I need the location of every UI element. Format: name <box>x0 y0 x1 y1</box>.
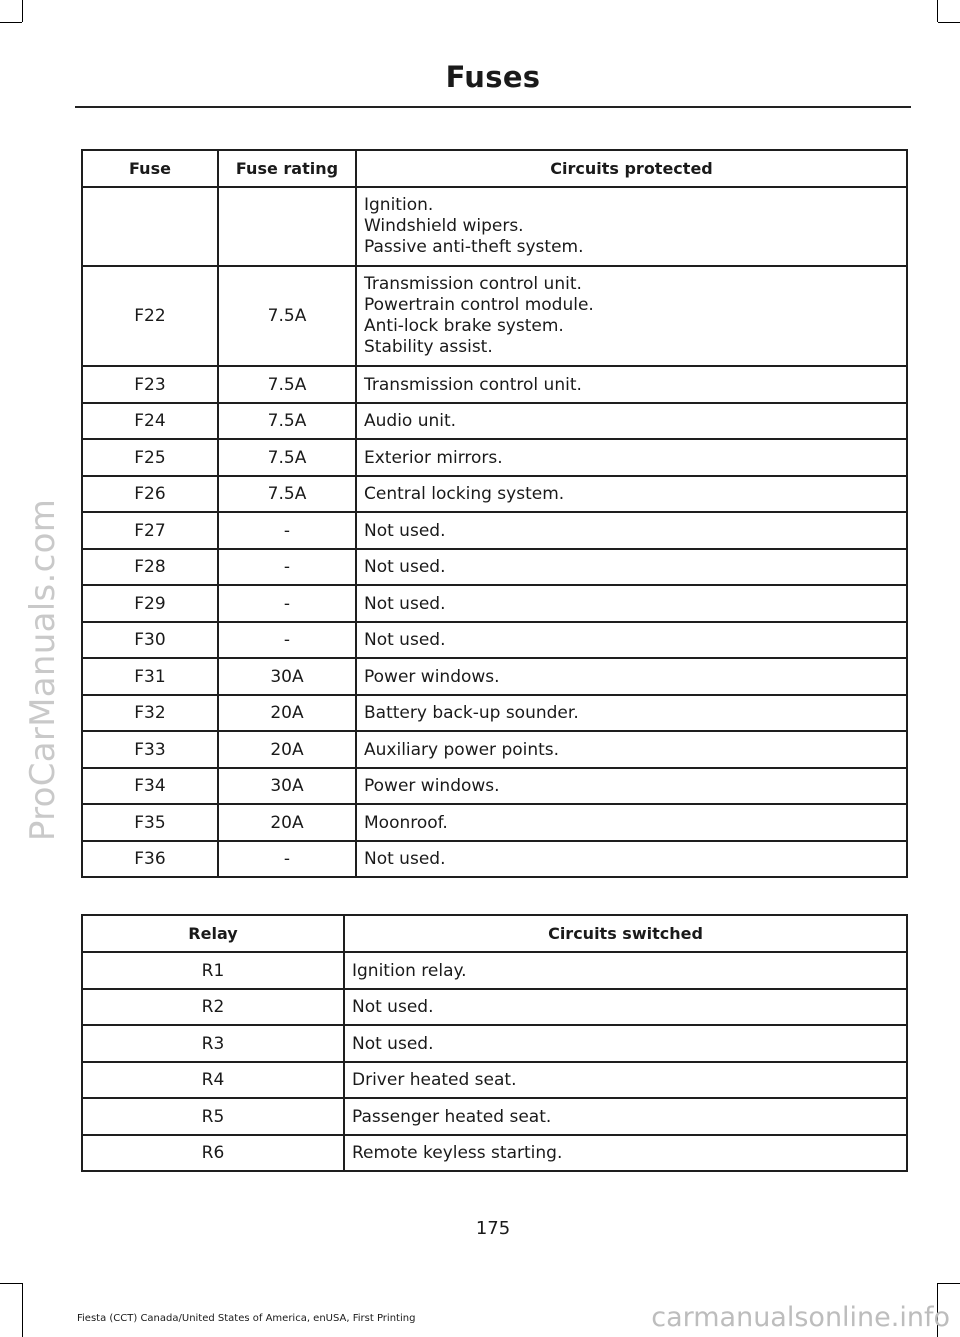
header-circuits-protected: Circuits protected <box>356 150 907 187</box>
table-row <box>82 804 907 841</box>
table-row <box>82 1025 907 1062</box>
table-row <box>82 841 907 877</box>
header-relay: Relay <box>82 915 344 952</box>
crop-mark-bottom-left-v <box>22 1283 23 1337</box>
fuse-cell: F29 <box>82 585 218 622</box>
table-row <box>82 439 907 476</box>
circuit-line: Anti-lock brake system. <box>364 316 564 336</box>
crop-mark-bottom-left <box>0 1283 22 1284</box>
table-row <box>82 1135 907 1171</box>
table-row <box>82 989 907 1025</box>
rating-cell: 7.5A <box>218 403 356 439</box>
circuit-line: Powertrain control module. <box>364 295 594 315</box>
circuit-line: Ignition. <box>364 195 434 215</box>
rating-cell: 20A <box>218 731 356 768</box>
fuse-cell: F32 <box>82 695 218 731</box>
circuits-cell: Ignition relay. <box>344 952 907 989</box>
header-fuse-rating: Fuse rating <box>218 150 356 187</box>
relay-cell: R6 <box>82 1135 344 1171</box>
rating-cell: - <box>218 841 356 877</box>
circuit-line: Passive anti-theft system. <box>364 237 584 257</box>
circuits-cell: Not used. <box>356 512 907 549</box>
table-row <box>82 952 907 989</box>
circuits-cell: Passenger heated seat. <box>344 1098 907 1135</box>
relay-cell: R1 <box>82 952 344 989</box>
fuse-cell: F35 <box>82 804 218 841</box>
circuits-cell <box>356 266 907 366</box>
table-row <box>82 731 907 768</box>
fuse-cell: F24 <box>82 403 218 439</box>
circuit-line: Windshield wipers. <box>364 216 524 236</box>
table-row <box>82 403 907 439</box>
rating-cell: 7.5A <box>218 476 356 512</box>
rating-cell: - <box>218 512 356 549</box>
header-circuits-switched: Circuits switched <box>344 915 907 952</box>
crop-mark-top-left <box>0 22 22 23</box>
circuits-cell: Battery back-up sounder. <box>356 695 907 731</box>
table-row <box>82 187 907 266</box>
crop-mark-top-right-v <box>937 0 938 22</box>
table-row <box>82 585 907 622</box>
relay-cell: R3 <box>82 1025 344 1062</box>
table-row <box>82 366 907 403</box>
circuits-cell: Transmission control unit. <box>356 366 907 403</box>
table-row <box>82 512 907 549</box>
fuse-cell: F22 <box>82 266 218 366</box>
circuits-cell: Not used. <box>356 622 907 658</box>
footer-site-watermark: carmanualsonline.info <box>651 1302 950 1333</box>
fuse-table <box>81 149 908 878</box>
rating-cell: - <box>218 549 356 585</box>
rating-cell: 30A <box>218 768 356 804</box>
fuse-cell: F27 <box>82 512 218 549</box>
rating-cell: 7.5A <box>218 266 356 366</box>
rating-cell: 20A <box>218 804 356 841</box>
rating-cell <box>218 187 356 266</box>
fuse-cell <box>82 187 218 266</box>
circuits-cell: Not used. <box>356 841 907 877</box>
table-row <box>82 549 907 585</box>
circuits-cell: Moonroof. <box>356 804 907 841</box>
rating-cell: - <box>218 622 356 658</box>
circuits-cell: Power windows. <box>356 658 907 695</box>
rating-cell: 30A <box>218 658 356 695</box>
circuits-cell: Power windows. <box>356 768 907 804</box>
circuits-cell: Exterior mirrors. <box>356 439 907 476</box>
crop-mark-top-left-v <box>22 0 23 22</box>
header-fuse: Fuse <box>82 150 218 187</box>
page-title: Fuses <box>445 60 541 94</box>
relay-table <box>81 914 908 1172</box>
page-number: 175 <box>475 1218 511 1239</box>
fuse-cell: F23 <box>82 366 218 403</box>
circuits-cell: Not used. <box>356 585 907 622</box>
circuit-line: Transmission control unit. <box>364 274 582 294</box>
fuse-cell: F36 <box>82 841 218 877</box>
fuse-cell: F25 <box>82 439 218 476</box>
circuits-cell: Central locking system. <box>356 476 907 512</box>
rating-cell: 20A <box>218 695 356 731</box>
rating-cell: - <box>218 585 356 622</box>
circuits-cell: Auxiliary power points. <box>356 731 907 768</box>
watermark-side: ProCarManuals.com <box>23 498 63 842</box>
circuits-cell: Not used. <box>344 989 907 1025</box>
rating-cell: 7.5A <box>218 366 356 403</box>
table-row <box>82 1098 907 1135</box>
fuse-cell: F28 <box>82 549 218 585</box>
title-divider <box>75 106 911 108</box>
relay-table-header <box>82 915 907 952</box>
table-row <box>82 266 907 366</box>
circuits-cell: Not used. <box>344 1025 907 1062</box>
table-row <box>82 1062 907 1098</box>
relay-cell: R4 <box>82 1062 344 1098</box>
fuse-table-header <box>82 150 907 187</box>
crop-mark-bottom-right <box>938 1283 960 1284</box>
circuits-cell: Not used. <box>356 549 907 585</box>
table-row <box>82 476 907 512</box>
relay-cell: R5 <box>82 1098 344 1135</box>
table-row <box>82 622 907 658</box>
footer-edition-text: Fiesta (CCT) Canada/United States of America, enUSA, First Printing <box>77 1313 416 1324</box>
table-row <box>82 768 907 804</box>
rating-cell: 7.5A <box>218 439 356 476</box>
fuse-cell: F34 <box>82 768 218 804</box>
circuits-cell: Audio unit. <box>356 403 907 439</box>
relay-cell: R2 <box>82 989 344 1025</box>
fuse-cell: F31 <box>82 658 218 695</box>
fuse-cell: F26 <box>82 476 218 512</box>
circuit-line: Stability assist. <box>364 337 493 357</box>
circuits-cell <box>356 187 907 266</box>
table-row <box>82 658 907 695</box>
fuse-cell: F30 <box>82 622 218 658</box>
circuits-cell: Driver heated seat. <box>344 1062 907 1098</box>
crop-mark-top-right <box>938 22 960 23</box>
circuits-cell: Remote keyless starting. <box>344 1135 907 1171</box>
fuse-cell: F33 <box>82 731 218 768</box>
table-row <box>82 695 907 731</box>
